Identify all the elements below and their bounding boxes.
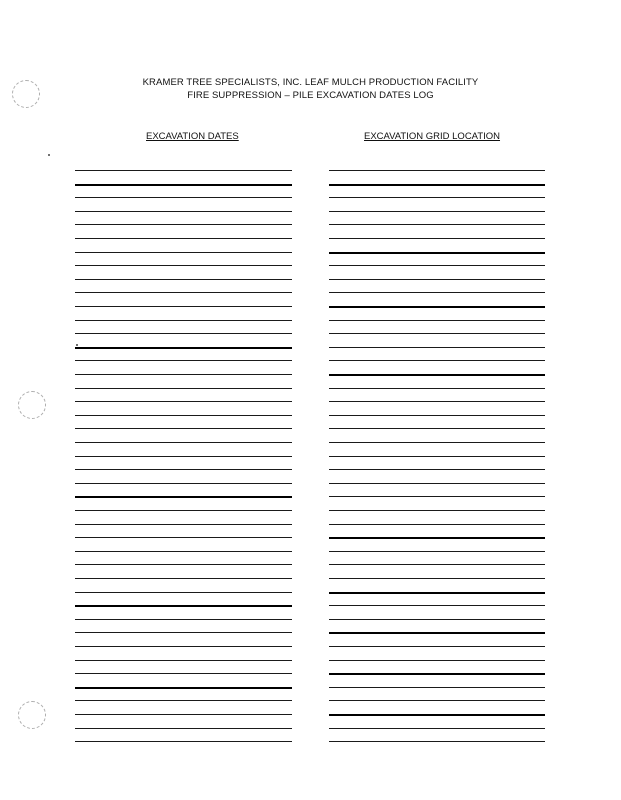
title-line-2: FIRE SUPPRESSION – PILE EXCAVATION DATES LOG [187,90,434,101]
document-title [0,76,621,102]
grid-location-entry-line [329,374,545,376]
grid-location-entry-line [329,646,545,647]
date-entry-line [75,578,292,579]
date-entry-line [75,537,292,538]
date-entry-line [75,524,292,525]
grid-location-entry-line [329,660,545,661]
date-entry-line [75,184,292,186]
date-entry-line [75,619,292,620]
date-entry-line [75,224,292,225]
excavation-grid-location-header: EXCAVATION GRID LOCATION [364,131,501,142]
grid-location-entry-line [329,700,545,701]
grid-location-entry-line [329,347,545,348]
grid-location-entry-line [329,619,545,620]
title-line-1: KRAMER TREE SPECIALISTS, INC. LEAF MULCH PRODUCTION FACILITY [142,77,479,88]
date-entry-line [75,401,292,402]
grid-location-entry-line [329,537,545,539]
grid-location-entry-line [329,456,545,457]
date-entry-line [75,252,292,253]
grid-location-entry-line [329,741,545,742]
grid-location-entry-line [329,252,545,254]
date-entry-line [75,605,292,607]
date-entry-line [75,687,292,689]
grid-location-entry-line [329,510,545,511]
scan-speck [76,344,78,346]
grid-location-entry-line [329,360,545,361]
date-entry-line [75,442,292,443]
grid-location-entry-line [329,496,545,497]
grid-location-entry-line [329,415,545,416]
date-entry-line [75,469,292,470]
date-entry-line [75,632,292,633]
date-entry-line [75,388,292,389]
excavation-dates-header: EXCAVATION DATES [146,131,239,142]
date-entry-line [75,496,292,498]
grid-location-entry-line [329,578,545,579]
grid-location-entry-line [329,279,545,280]
binder-hole-bottom [18,701,46,729]
date-entry-line [75,374,292,375]
date-entry-line [75,333,292,334]
grid-location-entry-line [329,401,545,402]
grid-location-entry-line [329,564,545,565]
grid-location-entry-line [329,728,545,729]
date-entry-line [75,320,292,321]
date-entry-line [75,646,292,647]
grid-location-entry-line [329,687,545,688]
grid-location-entry-line [329,224,545,225]
date-entry-line [75,170,292,171]
grid-location-entry-line [329,197,545,198]
grid-location-entry-line [329,333,545,334]
grid-location-entry-line [329,673,545,675]
date-entry-line [75,306,292,307]
grid-location-entry-line [329,469,545,470]
date-entry-line [75,279,292,280]
date-entry-line [75,592,292,593]
date-entry-line [75,456,292,457]
scan-speck [48,154,50,156]
binder-hole-middle [18,391,46,419]
grid-location-entry-line [329,170,545,171]
date-entry-line [75,197,292,198]
date-entry-line [75,673,292,674]
grid-location-entry-line [329,292,545,293]
grid-location-entry-line [329,388,545,389]
grid-location-entry-line [329,265,545,266]
grid-location-entry-line [329,483,545,484]
grid-location-entry-line [329,714,545,716]
grid-location-entry-line [329,428,545,429]
grid-location-entry-line [329,184,545,186]
grid-location-entry-line [329,320,545,321]
date-entry-line [75,700,292,701]
date-entry-line [75,714,292,715]
date-entry-line [75,360,292,361]
date-entry-line [75,415,292,416]
date-entry-line [75,265,292,266]
date-entry-line [75,211,292,212]
date-entry-line [75,660,292,661]
date-entry-line [75,428,292,429]
date-entry-line [75,741,292,742]
date-entry-line [75,347,292,349]
date-entry-line [75,292,292,293]
grid-location-entry-line [329,306,545,308]
date-entry-line [75,483,292,484]
date-entry-line [75,551,292,552]
grid-location-entry-line [329,632,545,634]
date-entry-line [75,564,292,565]
grid-location-entry-line [329,524,545,525]
grid-location-entry-line [329,605,545,606]
grid-location-entry-line [329,551,545,552]
date-entry-line [75,510,292,511]
date-entry-line [75,728,292,729]
grid-location-entry-line [329,211,545,212]
grid-location-entry-line [329,592,545,594]
grid-location-entry-line [329,442,545,443]
grid-location-entry-line [329,238,545,239]
date-entry-line [75,238,292,239]
